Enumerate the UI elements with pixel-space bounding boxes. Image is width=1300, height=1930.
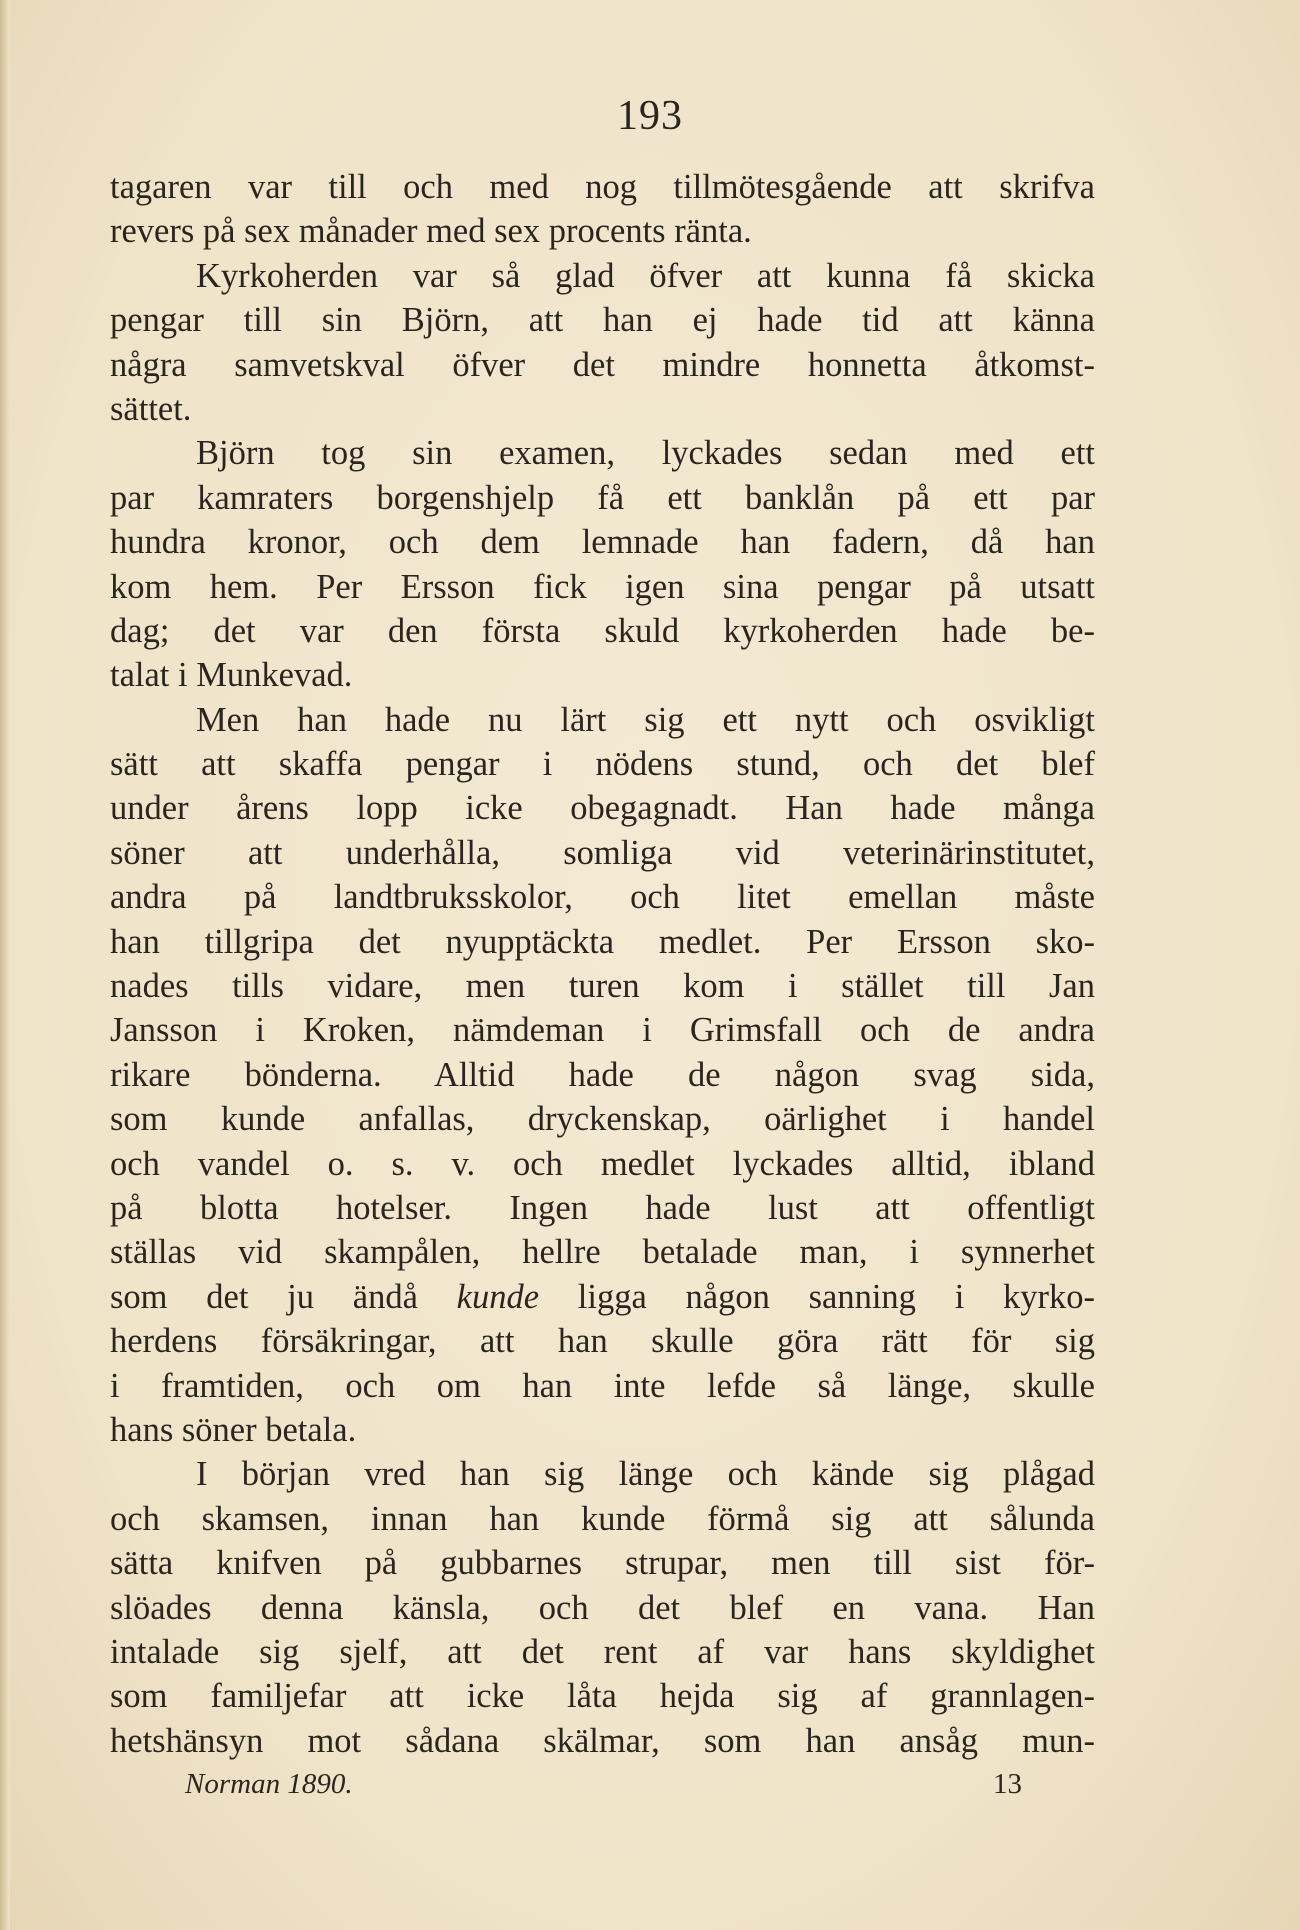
text-segment: ligga någon sanning i kyrko- <box>539 1277 1096 1316</box>
printer-signature: Norman 1890. <box>185 1768 353 1800</box>
text-line: dag; det var den första skuld kyrkoherden hade be- <box>110 611 1095 650</box>
text-line: på blotta hotelser. Ingen hade lust att offentligt <box>110 1188 1095 1227</box>
text-line: Kyrkoherden var så glad öfver att kunna få skicka <box>196 256 1095 295</box>
text-line: par kamraters borgenshjelp få ett banklån på ett par <box>110 478 1095 517</box>
text-line: revers på sex månader med sex procents ränta. <box>110 212 752 251</box>
text-line: tagaren var till och med nog tillmötesgående att skrifva <box>110 168 1095 206</box>
body-text <box>110 165 1095 1763</box>
text-segment: som det ju ändå <box>110 1277 457 1316</box>
text-line: Jansson i Kroken, nämdeman i Grimsfall och de andra <box>110 1011 1095 1050</box>
text-line: slöades denna känsla, och det blef en vana. Han <box>110 1588 1095 1627</box>
page-binding-edge <box>0 0 10 1930</box>
text-line: som familjefar att icke låta hejda sig af grannlagen- <box>110 1677 1095 1716</box>
text-line <box>110 1275 1095 1319</box>
sheet-number: 13 <box>993 1768 1022 1800</box>
text-line: som kunde anfallas, dryckenskap, oärlighet i handel <box>110 1100 1095 1139</box>
text-line: och vandel o. s. v. och medlet lyckades alltid, ibland <box>110 1144 1095 1183</box>
text-line: sätta knifven på gubbarnes strupar, men till sist för- <box>110 1544 1095 1583</box>
text-line: intalade sig sjelf, att det rent af var hans skyldighet <box>110 1632 1095 1671</box>
text-line: nades tills vidare, men turen kom i stället till Jan <box>110 967 1095 1006</box>
text-line: Men han hade nu lärt sig ett nytt och osvikligt <box>196 700 1095 739</box>
page-number: 193 <box>617 93 683 139</box>
text-line: pengar till sin Björn, att han ej hade tid att känna <box>110 301 1095 340</box>
text-line: rikare bönderna. Alltid hade de någon svag sida, <box>110 1055 1095 1094</box>
emphasized-word: kunde <box>456 1277 540 1316</box>
text-line: hundra kronor, och dem lemnade han fadern, då han <box>110 523 1095 562</box>
text-line: andra på landtbruksskolor, och litet emellan måste <box>110 878 1095 917</box>
text-line: kom hem. Per Ersson fick igen sina pengar på utsatt <box>110 567 1095 606</box>
text-line: talat i Munkevad. <box>110 656 353 695</box>
text-line: några samvetskval öfver det mindre honnetta åtkomst- <box>110 345 1095 384</box>
text-line: och skamsen, innan han kunde förmå sig att sålunda <box>110 1499 1095 1538</box>
text-line: söner att underhålla, somliga vid veterinärinstitutet, <box>110 833 1095 872</box>
text-line: i framtiden, och om han inte lefde så länge, skulle <box>110 1366 1095 1405</box>
text-line: hans söner betala. <box>110 1410 357 1449</box>
text-line: hetshänsyn mot sådana skälmar, som han ansåg mun- <box>110 1721 1095 1760</box>
text-line: I början vred han sig länge och kände sig plågad <box>196 1455 1095 1494</box>
text-line: sättet. <box>110 389 192 428</box>
text-line: Björn tog sin examen, lyckades sedan med ett <box>196 434 1095 473</box>
text-line: sätt att skaffa pengar i nödens stund, och det blef <box>110 745 1095 784</box>
text-line: han tillgripa det nyupptäckta medlet. Per Ersson sko- <box>110 922 1095 961</box>
text-line: herdens försäkringar, att han skulle göra rätt för sig <box>110 1322 1095 1361</box>
text-line: ställas vid skampålen, hellre betalade man, i synnerhet <box>110 1233 1095 1272</box>
text-line: under årens lopp icke obegagnadt. Han hade många <box>110 789 1095 828</box>
